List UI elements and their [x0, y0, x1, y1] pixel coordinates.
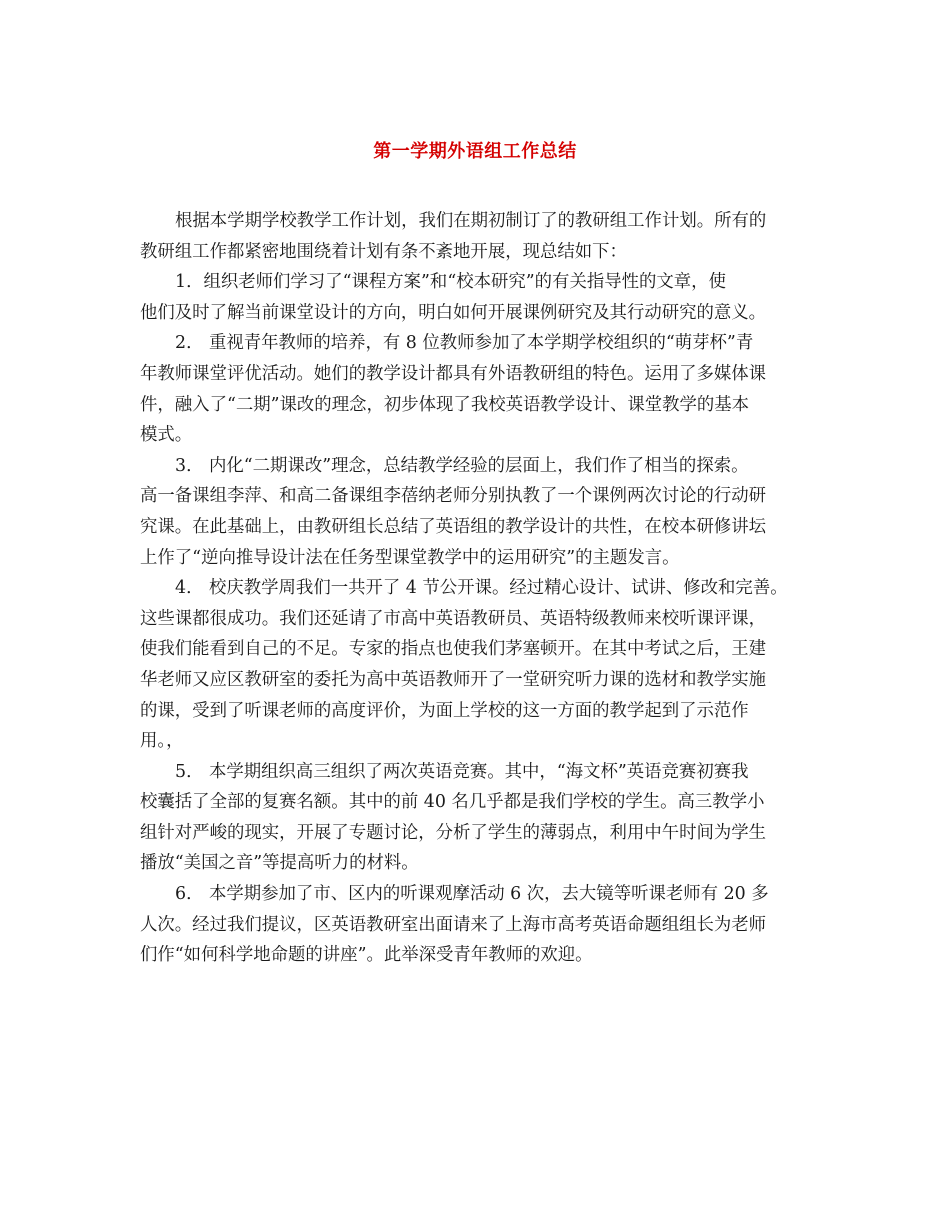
- text-line: 年教师课堂评优活动。她们的教学设计都具有外语教研组的特色。运用了多媒体课: [140, 363, 767, 384]
- text-line: 教研组工作都紧密地围绕着计划有条不紊地开展，现总结如下：: [140, 241, 627, 262]
- paragraph-intro: [140, 206, 820, 267]
- text-line: 这些课都很成功。我们还延请了市高中英语教研员、英语特级教师来校听课评课，: [140, 608, 767, 629]
- text-line: 组针对严峻的现实，开展了专题讨论，分析了学生的薄弱点，利用中午时间为学生: [140, 822, 767, 843]
- document-title: 第一学期外语组工作总结: [373, 141, 577, 162]
- text-line: 3． 内化“二期课改”理念，总结教学经验的层面上，我们作了相当的探索。: [175, 455, 749, 476]
- document-body: [140, 206, 820, 971]
- text-line: 6． 本学期参加了市、区内的听课观摩活动 6 次，去大镜等听课老师有 20 多: [175, 884, 769, 905]
- text-line: 究课。在此基础上，由教研组长总结了英语组的教学设计的共性，在校本研修讲坛: [140, 516, 767, 537]
- text-line: 1．组织老师们学习了“课程方案”和“校本研究”的有关指导性的文章，使: [175, 272, 726, 293]
- text-line: 2． 重视青年教师的培养，有 8 位教师参加了本学期学校组织的“萌芽杯”青: [175, 333, 754, 354]
- text-line: 用。，: [140, 731, 184, 752]
- text-line: 他们及时了解当前课堂设计的方向，明白如何开展课例研究及其行动研究的意义。: [140, 302, 767, 323]
- paragraph-item-5: [140, 757, 820, 879]
- text-line: 上作了“逆向推导设计法在任务型课堂教学中的运用研究”的主题发言。: [140, 547, 680, 568]
- paragraph-item-1: [140, 267, 820, 328]
- text-line: 华老师又应区教研室的委托为高中英语教师开了一堂研究听力课的选材和教学实施: [140, 669, 767, 690]
- text-line: 4． 校庆教学周我们一共开了 4 节公开课。经过精心设计、试讲、修改和完善。: [175, 578, 788, 599]
- text-line: 件，融入了“二期”课改的理念，初步体现了我校英语教学设计、课堂教学的基本: [140, 394, 750, 415]
- text-line: 根据本学期学校教学工作计划，我们在期初制订了的教研组工作计划。所有的: [175, 211, 767, 231]
- text-line: 模式。: [140, 425, 193, 446]
- paragraph-item-2: [140, 328, 820, 450]
- text-line: 校囊括了全部的复赛名额。其中的前 40 名几乎都是我们学校的学生。高三教学小: [140, 792, 765, 813]
- text-line: 播放“美国之音”等提高听力的材料。: [140, 853, 419, 874]
- text-line: 们作“如何科学地命题的讲座”。此举深受青年教师的欢迎。: [140, 945, 593, 966]
- paragraph-item-4: [140, 573, 820, 757]
- paragraph-item-3: [140, 451, 820, 573]
- text-line: 高一备课组李萍、和高二备课组李蓓纳老师分别执教了一个课例两次讨论的行动研: [140, 486, 767, 507]
- text-line: 人次。经过我们提议，区英语教研室出面请来了上海市高考英语命题组组长为老师: [140, 914, 767, 935]
- text-line: 5． 本学期组织高三组织了两次英语竞赛。其中，“海文杯”英语竞赛初赛我: [175, 761, 749, 782]
- text-line: 的课，受到了听课老师的高度评价，为面上学校的这一方面的教学起到了示范作: [140, 700, 749, 721]
- paragraph-item-6: [140, 879, 820, 971]
- text-line: 使我们能看到自己的不足。专家的指点也使我们茅塞顿开。在其中考试之后，王建: [140, 639, 767, 660]
